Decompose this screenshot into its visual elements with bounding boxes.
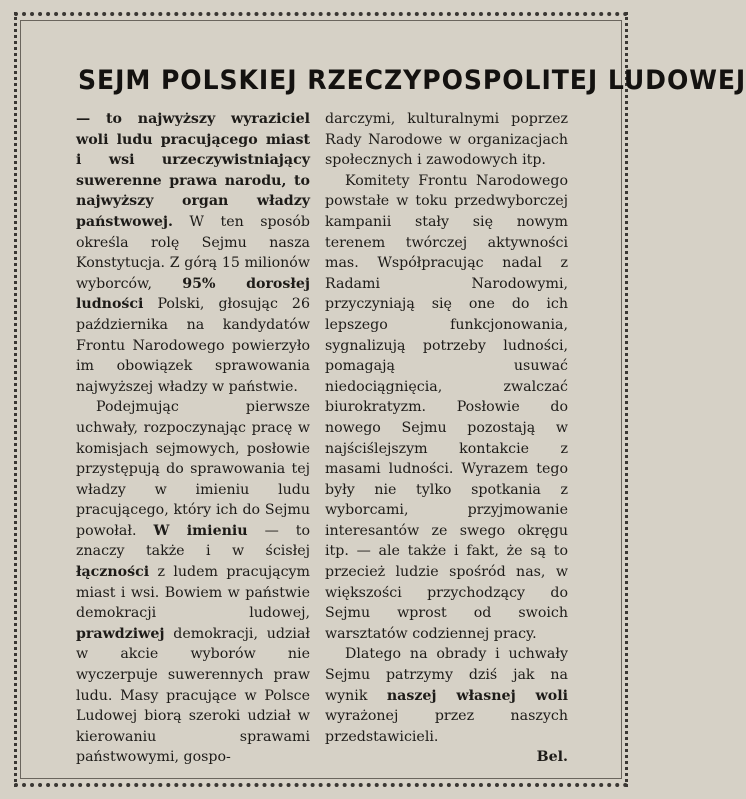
right-paragraph-3 [325, 644, 568, 747]
right-column [325, 109, 568, 768]
left-paragraph-1 [76, 109, 310, 397]
left-column [76, 109, 310, 768]
paragraph-text: wyrażonej przez naszych przedstawicieli. [325, 708, 568, 745]
paragraph-text: Dlatego na obrady i uchwały Sejmu patrzymy dziś jak na wynik [325, 646, 568, 704]
paragraph-text: demokracji, udział w akcie wyborów nie wyczerpuje suwerennych praw ludu. Masy pracujące w Polsce Ludowej biorą szeroki udział w kierowaniu sprawami państwowymi, gospo- [76, 625, 310, 766]
right-paragraph-1: darczymi, kulturalnymi poprzez Rady Narodowe w organizacjach społecznych i zawodowych itp. [325, 111, 568, 169]
paragraph-text: z ludem pracującym miast i wsi. Bowiem w państwie demokracji ludowej, [76, 564, 310, 622]
paragraph-text: Polski, głosując 26 października na kandydatów Frontu Narodowego powierzyło im obowiązek sprawowania najwyższej władzy w państwie. [76, 296, 310, 395]
paragraph-text: W ten sposób określa rolę Sejmu nasza Konstytucja. Z górą 15 milionów wyborców, [76, 213, 310, 292]
author-signature: Bel. [536, 749, 568, 766]
percent-bold-text: 95% dorosłej ludności [76, 275, 310, 313]
intro-bold-text: — to najwyższy wyraziciel woli ludu pracującego miast i wsi urzeczywistniający suwerenne prawa narodu, to najwyższy organ władzy państwowej. [76, 111, 310, 230]
bold-imieniu: W imieniu [153, 522, 248, 539]
right-paragraph-2: Komitety Frontu Narodowego powstałe w toku przedwyborczej kampanii stały się nowym terenem twórczej aktywności mas. Współpracując nadal z Radami Narodowymi, przyczyniają się one do ich lepszego funkcjonowania, sygnalizują potrzeby ludności, pomagają usuwać niedociągnięcia, zwalczać biurokratyzm. Posłowie do nowego Sejmu pozostają w najściślejszym kontakcie z masami ludności. Wyrazem tego były nie tylko spotkania z wyborcami, przyjmowanie interesantów ze swego okręgu itp. — ale także i fakt, że są to przecież ludzie spośród nas, w większości przychodzący do Sejmu wprost od swoich warsztatów codziennej pracy. [325, 172, 568, 642]
bold-lacznosci: łączności [76, 564, 150, 581]
bold-naszej-wlasnej-woli: naszej własnej woli [386, 687, 568, 704]
paragraph-text: Podejmując pierwsze uchwały, rozpoczynając pracę w komisjach sejmowych, posłowie przystępują do sprawowania tej władzy w imieniu ludu pracującego, który ich do Sejmu powołał. [76, 399, 310, 539]
left-paragraph-2 [76, 397, 310, 768]
bold-prawdziwej: prawdziwej [76, 625, 165, 642]
paragraph-text: — to znaczy także i w ścisłej [76, 522, 310, 560]
article-headline: SEJM POLSKIEJ RZECZYPOSPOLITEJ LUDOWEJ [78, 65, 746, 96]
